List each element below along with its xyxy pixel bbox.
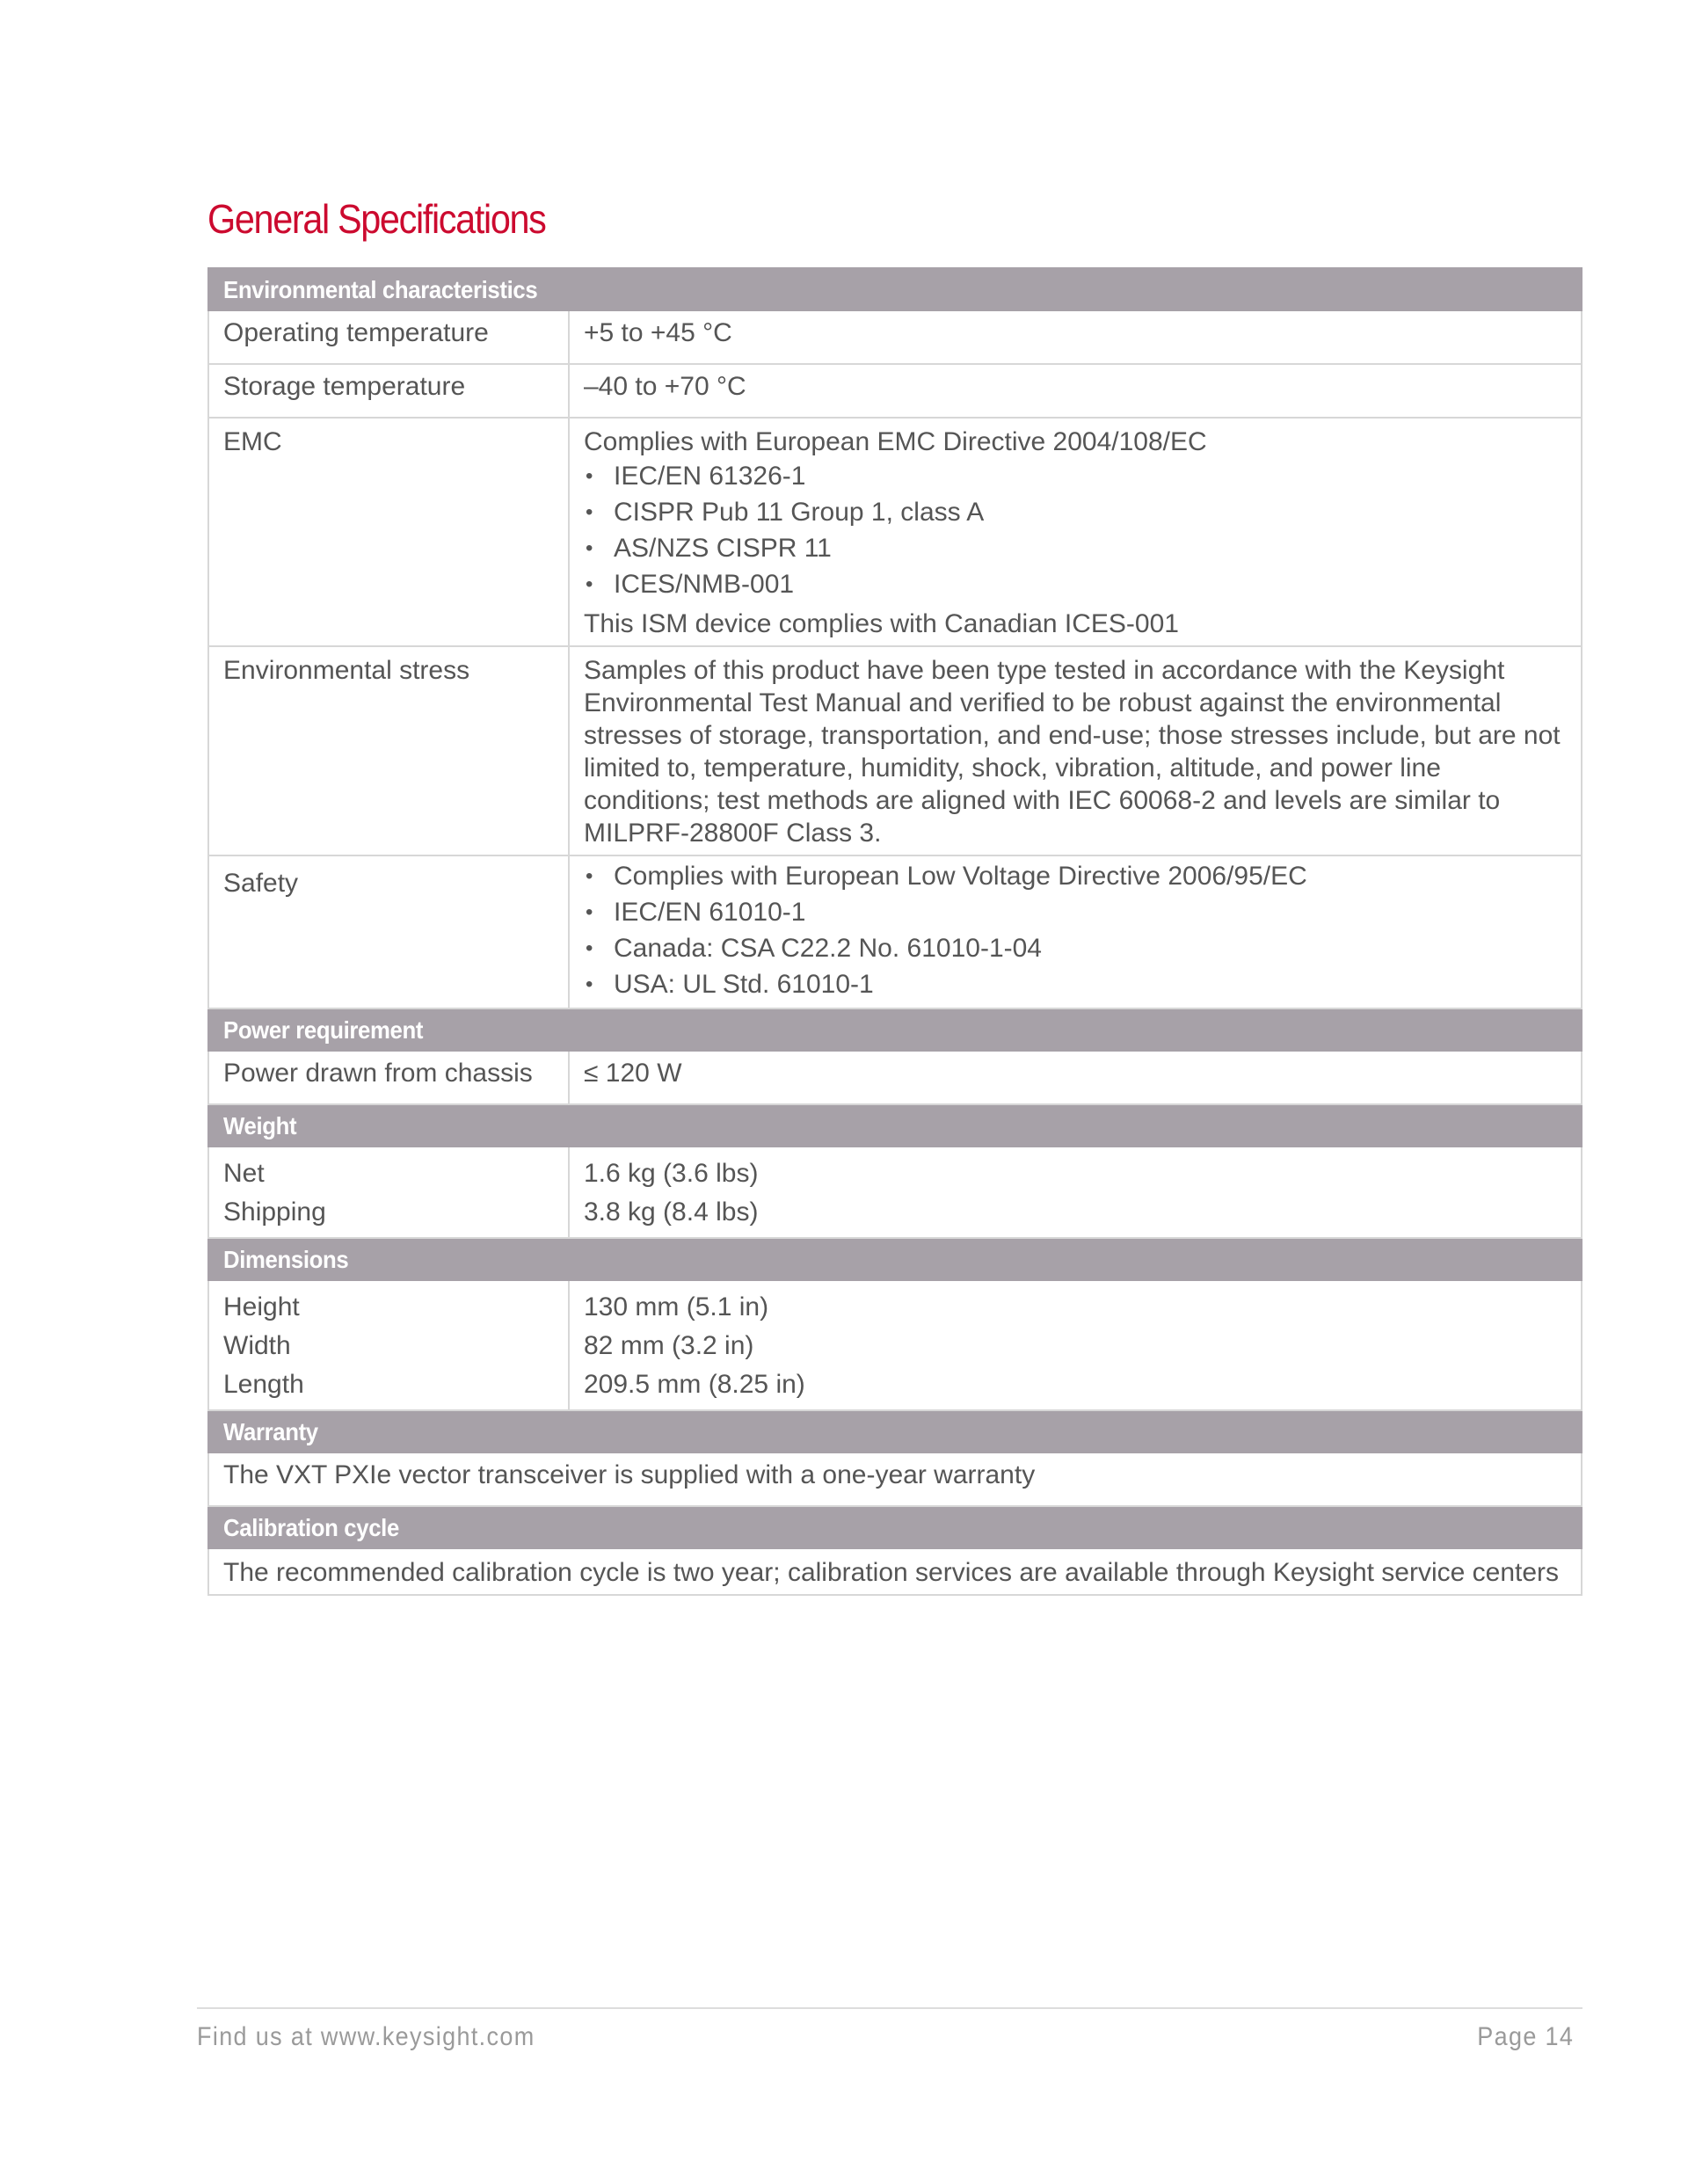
- footer-divider: [197, 2007, 1582, 2009]
- footer-website: Find us at www.keysight.com: [197, 2022, 535, 2051]
- list-item: • AS/NZS CISPR 11: [584, 530, 1567, 566]
- spec-label: [208, 1280, 569, 1410]
- spec-label: Storage temperature: [208, 364, 569, 418]
- net-label: Net: [223, 1159, 265, 1188]
- section-heading: Weight: [223, 1111, 297, 1139]
- spec-table: [207, 267, 1582, 1596]
- spec-value: Samples of this product have been type tested in accordance with the Keysight Environmental Test Manual and verified to be robust against the environmental stresses of storage, transportation, and end-use; those stresses include, but are not limited to, temperature, humidity, shock, vibration, altitude, and power line conditions; test methods are aligned with IEC 60068-2 and levels are similar to MILPRF-28800F Class 3.: [569, 646, 1582, 855]
- list-item: • Complies with European Low Voltage Directive 2006/95/EC: [584, 858, 1567, 894]
- spec-value: [569, 1280, 1582, 1410]
- list-item: • CISPR Pub 11 Group 1, class A: [584, 494, 1567, 530]
- shipping-value: 3.8 kg (8.4 lbs): [584, 1198, 759, 1227]
- width-label: Width: [223, 1331, 291, 1360]
- emc-note: This ISM device complies with Canadian ICES-001: [584, 609, 1179, 638]
- length-value: 209.5 mm (8.25 in): [584, 1370, 805, 1399]
- page-title: General Specifications: [207, 196, 546, 242]
- section-header-power: [208, 1008, 1582, 1051]
- section-header-calibration: [208, 1506, 1582, 1548]
- list-item: • USA: UL Std. 61010-1: [584, 966, 1567, 1002]
- table-row: [208, 1147, 1582, 1238]
- section-heading: Environmental characteristics: [223, 275, 538, 303]
- shipping-label: Shipping: [223, 1198, 326, 1227]
- emc-intro: Complies with European EMC Directive 2004/108/EC: [584, 427, 1207, 456]
- spec-label: Safety: [208, 855, 569, 1008]
- length-label: Length: [223, 1370, 304, 1399]
- table-row: [208, 646, 1582, 855]
- table-row: [208, 855, 1582, 1008]
- emc-list: [584, 458, 1567, 602]
- calibration-text: The recommended calibration cycle is two year; calibration services are available through Keysight service centers: [208, 1548, 1582, 1595]
- height-label: Height: [223, 1292, 300, 1321]
- table-row: [208, 310, 1582, 364]
- table-row: [208, 1280, 1582, 1410]
- section-heading: Power requirement: [223, 1016, 424, 1044]
- spec-label: Operating temperature: [208, 310, 569, 364]
- spec-value: ≤ 120 W: [569, 1051, 1582, 1104]
- spec-value: –40 to +70 °C: [569, 364, 1582, 418]
- list-item: • Canada: CSA C22.2 No. 61010-1-04: [584, 930, 1567, 966]
- section-header-weight: [208, 1104, 1582, 1147]
- list-item: • IEC/EN 61010-1: [584, 894, 1567, 930]
- spec-value: [569, 418, 1582, 646]
- table-row: [208, 418, 1582, 646]
- section-heading: Dimensions: [223, 1245, 349, 1273]
- net-value: 1.6 kg (3.6 lbs): [584, 1159, 759, 1188]
- spec-value: +5 to +45 °C: [569, 310, 1582, 364]
- spec-value: [569, 1147, 1582, 1238]
- spec-value: [569, 855, 1582, 1008]
- section-heading: Calibration cycle: [223, 1513, 399, 1541]
- height-value: 130 mm (5.1 in): [584, 1292, 769, 1321]
- spec-label: EMC: [208, 418, 569, 646]
- section-header-warranty: [208, 1410, 1582, 1452]
- footer-page-number: Page 14: [1476, 2022, 1574, 2051]
- list-item: • ICES/NMB-001: [584, 566, 1567, 602]
- table-row: [208, 1051, 1582, 1104]
- spec-label: [208, 1147, 569, 1238]
- section-header-environmental: [208, 268, 1582, 310]
- width-value: 82 mm (3.2 in): [584, 1331, 754, 1360]
- table-row: [208, 1548, 1582, 1595]
- section-heading: Warranty: [223, 1417, 318, 1445]
- table-row: [208, 364, 1582, 418]
- spec-label: Environmental stress: [208, 646, 569, 855]
- section-header-dimensions: [208, 1238, 1582, 1280]
- table-row: [208, 1452, 1582, 1506]
- spec-label: Power drawn from chassis: [208, 1051, 569, 1104]
- safety-list: [584, 858, 1567, 1002]
- warranty-text: The VXT PXIe vector transceiver is supplied with a one-year warranty: [208, 1452, 1582, 1506]
- list-item: • IEC/EN 61326-1: [584, 458, 1567, 494]
